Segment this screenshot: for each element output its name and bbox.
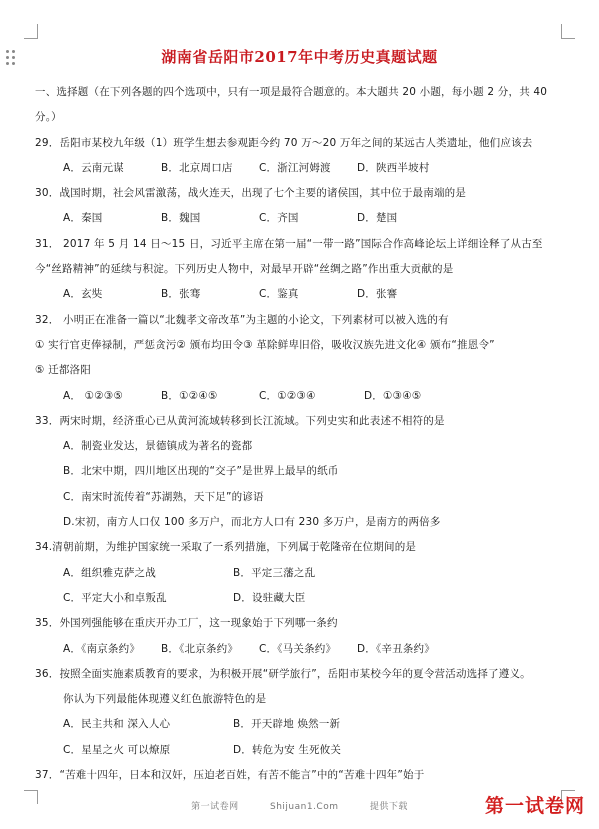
section-instructions-line-2: 分。） [35, 111, 62, 124]
question-36-options-row-2 [35, 738, 563, 763]
question-35-options [35, 637, 563, 662]
question-31-options [35, 282, 563, 307]
option-b: B．平定三藩之乱 [233, 566, 316, 579]
question-32-items-line-1: ① 实行官吏俸禄制，严惩贪污② 颁布均田令③ 革除鲜卑旧俗，吸收汉族先进文化④ 颁布“推恩令” [35, 338, 495, 351]
option-a: A．《南京条约》 [63, 642, 141, 655]
question-36-stem-line-2: 你认为下列最能体现遵义红色旅游特色的是 [63, 693, 267, 706]
question-29-options [35, 156, 563, 181]
footer-site-name: 第一试卷网 [191, 802, 239, 812]
crop-mark-top-right-h [561, 38, 575, 39]
question-list [35, 80, 563, 788]
question-32-stem: 32． 小明正在准备一篇以“北魏孝文帝改革”为主题的小论文，下列素材可以被入选的有 [35, 313, 449, 326]
option-b: B．北宋中期，四川地区出现的“交子”是世界上最早的纸币 [63, 465, 339, 478]
option-c: C．鉴真 [259, 288, 299, 301]
question-29-stem: 29．岳阳市某校九年级（1）班学生想去参观距今约 70 万～20 万年之间的某远古人类遗址，他们应该去 [35, 136, 533, 149]
question-35-stem: 35．外国列强能够在重庆开办工厂，这一现象始于下列哪一条约 [35, 617, 338, 630]
option-a: A．秦国 [63, 212, 103, 225]
option-c: C．齐国 [259, 212, 299, 225]
footer-note: 提供下载 [369, 802, 408, 812]
footer-domain: Shijuan1.Com [270, 802, 339, 812]
question-34-options-row-2 [35, 586, 563, 611]
question-31-stem-line-1: 31． 2017 年 5 月 14 日～15 日，习近平主席在第一届“一带一路”国际合作高峰论坛上详细诠释了从古至 [35, 237, 543, 250]
option-b: B．《北京条约》 [161, 642, 239, 655]
question-32-options [35, 384, 563, 409]
option-a: A． ①②③⑤ [63, 389, 124, 402]
question-36-stem-line-1: 36．按照全面实施素质教育的要求，为积极开展“研学旅行”，岳阳市某校今年的夏令营活动选择了遵义。 [35, 667, 531, 680]
option-b: B．开天辟地 焕然一新 [233, 718, 341, 731]
option-c: C．浙江河姆渡 [259, 161, 331, 174]
option-d: D．①③④⑤ [364, 389, 422, 402]
option-d: D．《辛丑条约》 [357, 642, 435, 655]
option-a: A．民主共和 深入人心 [63, 718, 171, 731]
question-37-stem: 37．“苦难十四年，日本和汉奸，压迫老百姓，有苦不能言”中的“苦难十四年”始于 [35, 769, 425, 782]
section-instructions-line-1: 一、选择题（在下列各题的四个选项中，只有一项是最符合题意的。本大题共 20 小题，每小题 2 分，共 40 [35, 86, 548, 98]
option-d: D．陕西半坡村 [357, 161, 430, 174]
crop-mark-top-left-v [37, 24, 38, 38]
option-a: A．云南元谋 [63, 161, 124, 174]
question-34-stem: 34.清朝前期，为维护国家统一采取了一系列措施，下列属于乾隆帝在位期间的是 [35, 541, 417, 554]
option-c: C．《马关条约》 [259, 642, 337, 655]
option-a: A．制瓷业发达，景德镇成为著名的瓷都 [63, 440, 253, 453]
option-c: C．星星之火 可以燎原 [63, 743, 171, 756]
question-32-items-line-2: ⑤ 迁都洛阳 [35, 364, 91, 377]
watermark-logo: 第一试卷网 [484, 795, 585, 817]
option-d: D．楚国 [357, 212, 398, 225]
option-b: B．①②④⑤ [161, 389, 218, 402]
crop-mark-top-right-v [561, 24, 562, 38]
option-b: B．张骞 [161, 288, 201, 301]
question-36-options-row-1 [35, 712, 563, 737]
question-34-options-row-1 [35, 561, 563, 586]
option-a: A．组织雅克萨之战 [63, 566, 156, 579]
crop-mark-top-left-h [24, 38, 38, 39]
question-31-stem-line-2: 今“丝路精神”的延续与积淀。下列历史人物中，对最早开辟“丝绸之路”作出重大贡献的是 [35, 263, 454, 276]
option-a: A．玄奘 [63, 288, 103, 301]
option-c: C．南宋时流传着“苏湖熟，天下足”的谚语 [63, 490, 264, 503]
question-33-stem: 33．两宋时期，经济重心已从黄河流域转移到长江流域。下列史实和此表述不相符的是 [35, 414, 445, 427]
option-d: D．转危为安 生死攸关 [233, 743, 342, 756]
page-title: 湖南省岳阳市2017年中考历史真题试题 [161, 48, 438, 66]
question-30-stem: 30．战国时期，社会风雷激荡，战火连天，出现了七个主要的诸侯国，其中位于最南端的是 [35, 187, 467, 200]
question-30-options [35, 206, 563, 231]
option-b: B．魏国 [161, 212, 201, 225]
crop-mark-bottom-left-h [24, 790, 38, 791]
option-d: D．张謇 [357, 288, 398, 301]
option-d: D.宋初，南方人口仅 100 多万户，而北方人口有 230 多万户，是南方的两倍多 [63, 516, 441, 529]
option-c: C．①②③④ [259, 389, 316, 402]
option-b: B．北京周口店 [161, 161, 233, 174]
option-d: D．设驻藏大臣 [233, 591, 306, 604]
option-c: C．平定大小和卓叛乱 [63, 591, 167, 604]
